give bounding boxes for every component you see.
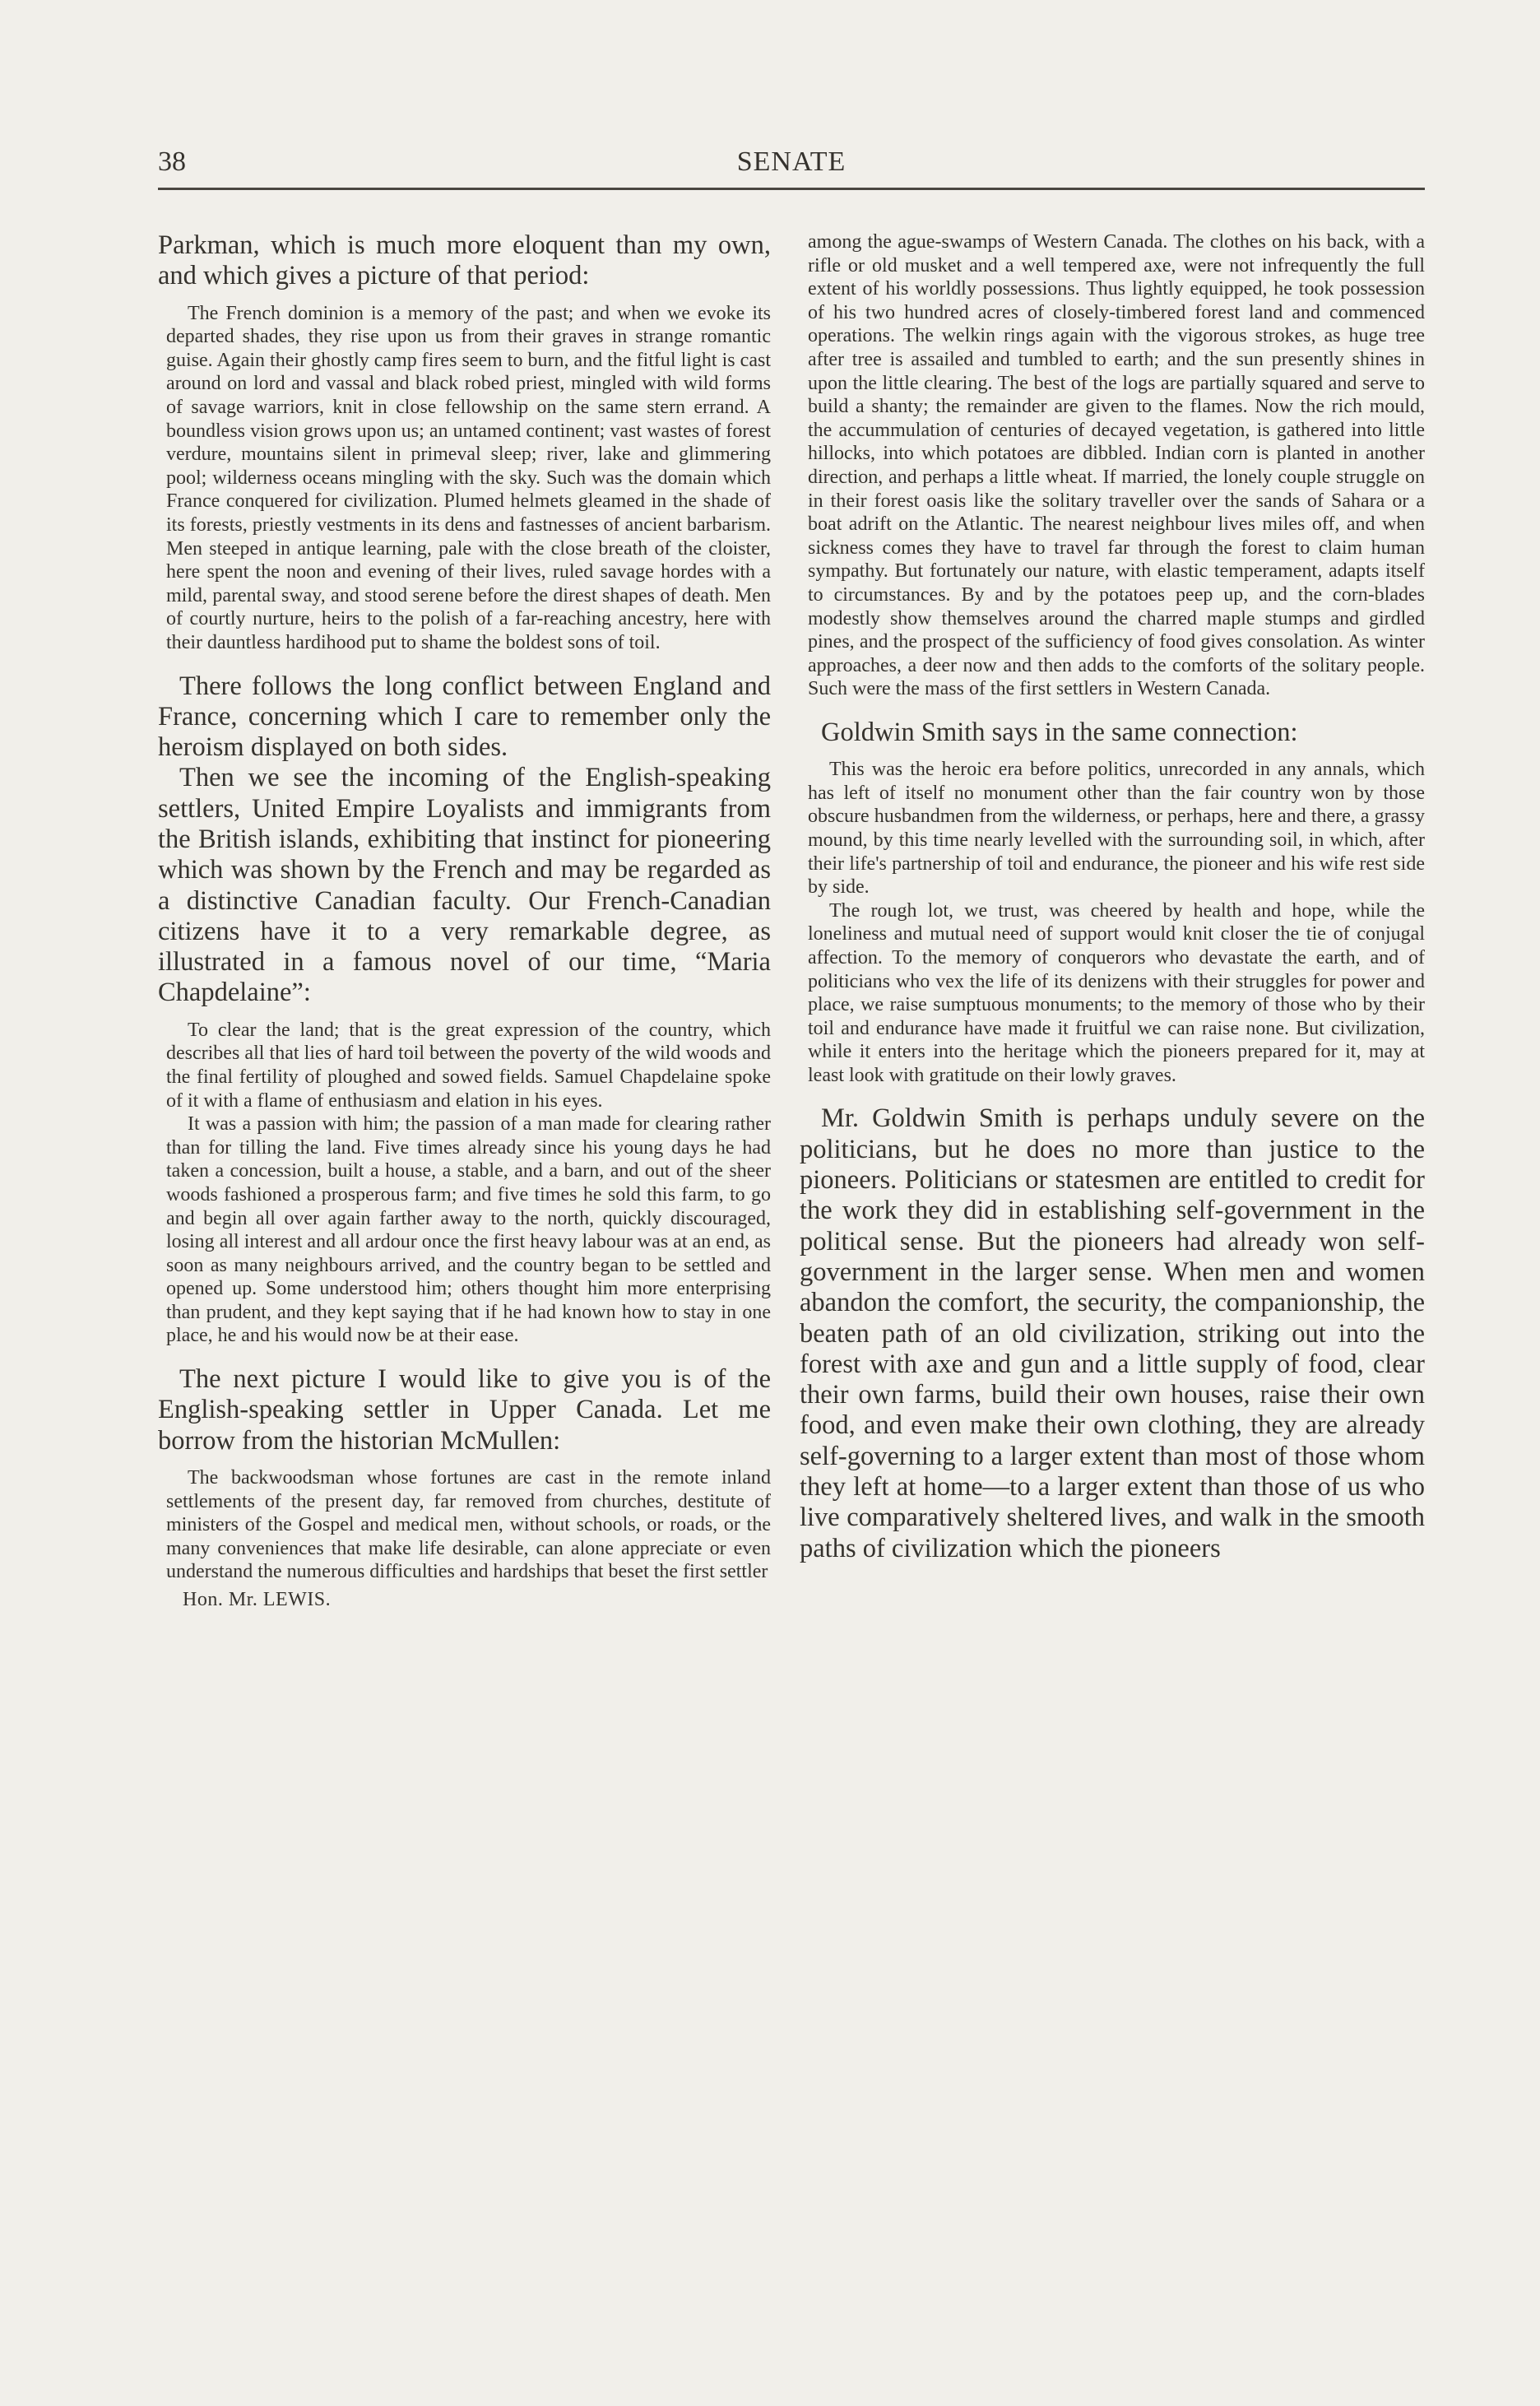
quote-maria-chapdelaine-1: To clear the land; that is the great expression of the country, which describes all that lies of hard toil between the poverty of the wild woods and the final fertility of ploughed and sowed fields. Samuel Chapdelaine spoke of it with a flame of enthusiasm and elation in his eyes.: [166, 1019, 771, 1112]
paragraph-pioneers: Mr. Goldwin Smith is perhaps unduly severe on the politicians, but he does no more than justice to the pioneers. Politicians or statesmen are entitled to credit for the work they did in establishing self-government in the political sense. But the pioneers had already won self-government in the larger sense. When men and women abandon the comfort, the security, the companionship, the beaten path of an old civilization, striking out into the forest with axe and gun and a little supply of food, clear their own farms, build their own houses, raise their own food, and even make their own clothing, they are already self-governing to a larger extent than most of those whom they left at home—to a larger extent than those of us who live comparatively sheltered lives, and walk in the smooth paths of civilization which the pioneers: [800, 1103, 1425, 1563]
quote-mcmullen-start: The backwoodsman whose fortunes are cast in the remote inland settlements of the present day, far removed from churches, destitute of ministers of the Gospel and medical men, without schools, or roads, or the many conveniences that make life desirable, can alone appreciate or even understand the numerous difficulties and hardships that beset the first settler: [166, 1466, 771, 1583]
right-column: [800, 230, 1425, 1564]
paragraph-upper-canada: The next picture I would like to give you is of the English-speaking settler in Upper Canada. Let me borrow from the historian McMullen:: [158, 1364, 771, 1456]
paragraph-conflict: There follows the long conflict between England and France, concerning which I care to remember only the heroism displayed on both sides.: [158, 671, 771, 763]
quote-parkman: The French dominion is a memory of the past; and when we evoke its departed shades, they rise upon us from their graves in strange romantic guise. Again their ghostly camp fires seem to burn, and the fitful light is cast around on lord and vassal and black robed priest, mingled with wild forms of savage warriors, knit in close fellowship on the same stern errand. A boundless vision grows upon us; an untamed continent; vast wastes of forest verdure, mountains silent in primeval sleep; river, lake and glimmering pool; wilderness oceans mingling with the sky. Such was the domain which France conquered for civilization. Plumed helmets gleamed in the shade of its forests, priestly vestments in its dens and fastnesses of ancient barbarism. Men steeped in antique learning, pale with the close breath of the cloister, here spent the noon and evening of their lives, ruled savage hordes with a mild, parental sway, and stood serene before the direst shapes of death. Men of courtly nurture, heirs to the polish of a far-reaching ancestry, here with their dauntless hardihood put to shame the boldest sons of toil.: [166, 302, 771, 653]
left-column: [158, 230, 771, 1611]
paragraph-parkman-intro: Parkman, which is much more eloquent than my own, and which gives a picture of that period:: [158, 230, 771, 291]
quote-goldwin-smith-1: This was the heroic era before politics, unrecorded in any annals, which has left of itself no monument other than the fair country won by those obscure husbandmen from the wilderness, or perhaps, here and there, a grassy mound, by this time nearly levelled with the surrounding soil, in which, after their life's partnership of toil and endurance, the pioneer and his wife rest side by side.: [808, 759, 1425, 899]
speaker-signature: Hon. Mr. LEWIS.: [183, 1588, 332, 1610]
page-header: [158, 146, 1425, 190]
page-number: 38: [158, 146, 186, 177]
running-title: SENATE: [736, 146, 847, 177]
paragraph-goldwin-smith-intro: Goldwin Smith says in the same connection:: [821, 717, 1298, 747]
quote-maria-chapdelaine-2: It was a passion with him; the passion of a man made for clearing rather than for tilling the land. Five times already since his young days he had taken a concession, built a house, a stable, and a barn, and out of the sheer woods fashioned a prosperous farm; and five times he sold this farm, to go and begin all over again farther away to the north, quickly discouraged, losing all interest and all ardour once the first heavy labour was at an end, as soon as many neighbours arrived, and the country began to be settled and opened up. Some understood him; others thought him more enterprising than prudent, and they kept saying that if he had known how to stay in one place, he and his would now be at their ease.: [166, 1113, 771, 1347]
quote-goldwin-smith-2: The rough lot, we trust, was cheered by health and hope, while the loneliness and mutual need of support would knit closer the tie of conjugal affection. To the memory of conquerors who devastate the earth, and of politicians who vex the life of its denizens with their struggles for power and place, we raise sumptuous monuments; to the memory of those who by their toil and endurance have made it fruitful we can raise none. But civilization, while it enters into the heritage which the pioneers prepared for it, may at least look with gratitude on their lowly graves.: [808, 899, 1425, 1086]
paragraph-settlers: Then we see the incoming of the English-speaking settlers, United Empire Loyalists and immigrants from the British islands, exhibiting that instinct for pioneering which was shown by the French and may be regarded as a distinctive Canadian faculty. Our French-Canadian citizens have it to a very remarkable degree, as illustrated in a famous novel of our time, “Maria Chapdelaine”:: [158, 763, 771, 1008]
quote-mcmullen-continued: among the ague-swamps of Western Canada. The clothes on his back, with a rifle or old musket and a well tempered axe, were not infrequently the full extent of his worldly possessions. Thus lightly equipped, he took possession of his two hundred acres of closely-timbered forest land and commenced operations. The welkin rings again with the vigorous strokes, as huge tree after tree is assailed and tumbled to earth; and the sun presently shines in upon the little clearing. The best of the logs are partially squared and serve to build a shanty; the remainder are given to the flames. Now the rich mould, the accummulation of centuries of decayed vegetation, is gathered into little hillocks, into which potatoes are dibbled. Indian corn is planted in another direction, and perhaps a little wheat. If married, the lonely couple struggle on in their forest oasis like the solitary traveller over the sands of Sahara or a boat adrift on the Atlantic. The nearest neighbour lives miles off, and when sickness comes they have to travel far through the forest to claim human sympathy. But fortunately our nature, with elastic temperament, adapts itself to circumstances. By and by the potatoes peep up, and the corn-blades modestly show themselves around the charred maple stumps and girdled pines, and the prospect of the sufficiency of food gives consolation. As winter approaches, a deer now and then adds to the comforts of the solitary people. Such were the mass of the first settlers in Western Canada.: [808, 231, 1425, 700]
